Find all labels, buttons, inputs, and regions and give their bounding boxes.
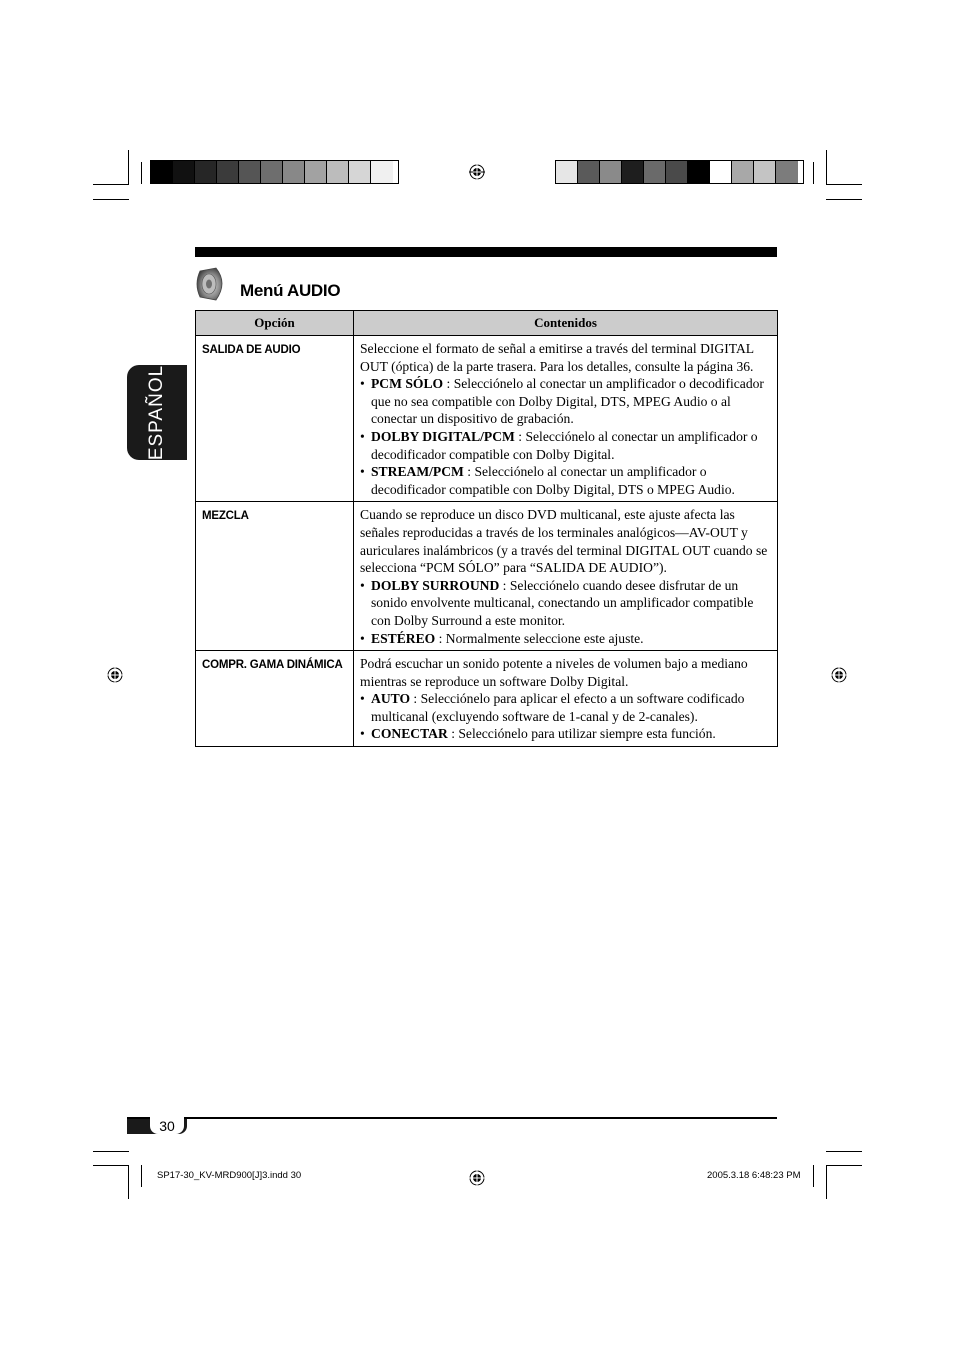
option-name: COMPR. GAMA DINÁMICA [196, 651, 354, 747]
setting-list [360, 577, 771, 647]
table-header-row [196, 311, 778, 336]
option-description: Cuando se reproduce un disco DVD multicanal, este ajuste afecta las señales reproducidas a través de los terminales analógicos—AV-OUT y auriculares inalámbricos (y a través del terminal DIGITAL OUT cuando se selecciona “PCM SÓLO” para “SALIDA DE AUDIO”). [360, 507, 768, 576]
color-swatch [195, 161, 217, 183]
option-contents [354, 502, 778, 651]
setting-term: ESTÉREO [371, 630, 436, 646]
color-swatch [688, 161, 710, 183]
crop-mark [141, 162, 142, 184]
option-description: Podrá escuchar un sonido potente a niveles de volumen bajo a mediano mientras se reproduce un software Dolby Digital. [360, 656, 748, 689]
registration-mark-icon [469, 164, 485, 180]
color-swatch [666, 161, 688, 183]
color-swatch [371, 161, 393, 183]
crop-mark [128, 150, 129, 184]
crop-mark [128, 1165, 129, 1199]
registration-mark-icon [831, 667, 847, 683]
page-title: Menú AUDIO [240, 281, 341, 300]
language-side-tab-label: ESPAÑOL [146, 364, 167, 461]
heading-rule [195, 247, 777, 257]
setting-description: : Selecciónelo al conectar un amplificador o decodificador que no sea compatible con Dolby Digital, DTS, MPEG Audio o al conectar un dispositivo de grabación. [371, 376, 764, 427]
color-swatch [305, 161, 327, 183]
registration-mark-icon [107, 667, 123, 683]
speaker-icon [194, 265, 230, 303]
crop-mark [93, 199, 129, 200]
footer-rule [127, 1117, 777, 1119]
color-calibration-bar-right [555, 160, 804, 184]
footer-timestamp: 2005.3.18 6:48:23 PM [707, 1170, 801, 1181]
setting-description: : Selecciónelo cuando desee disfrutar de un sonido envolvente multicanal, conectando un amplificador compatible con Dolby Surround a este monitor. [371, 577, 754, 628]
crop-mark [813, 1165, 814, 1187]
setting-description: : Selecciónelo al conectar un amplificador o decodificador compatible con Dolby Digital, DTS o MPEG Audio. [371, 464, 735, 497]
crop-mark [93, 1165, 129, 1166]
color-swatch [578, 161, 600, 183]
page-number: 30 [150, 1117, 184, 1134]
list-item [360, 630, 771, 648]
table-row [196, 336, 778, 502]
setting-term: DOLBY DIGITAL/PCM [371, 428, 515, 444]
language-side-tab [127, 365, 187, 460]
audio-menu-table [195, 310, 778, 747]
color-swatch [600, 161, 622, 183]
color-swatch [556, 161, 578, 183]
list-item [360, 375, 771, 428]
list-item [360, 428, 771, 463]
crop-mark [826, 150, 827, 184]
list-item [360, 690, 771, 725]
color-swatch [283, 161, 305, 183]
setting-list [360, 690, 771, 743]
list-item [360, 463, 771, 498]
color-calibration-bar-left [150, 160, 399, 184]
color-swatch [173, 161, 195, 183]
crop-mark [826, 199, 862, 200]
color-swatch [644, 161, 666, 183]
setting-list [360, 375, 771, 498]
color-swatch [261, 161, 283, 183]
color-swatch [732, 161, 754, 183]
option-contents [354, 651, 778, 747]
table-row [196, 651, 778, 747]
color-swatch [776, 161, 798, 183]
color-swatch [754, 161, 776, 183]
list-item [360, 725, 771, 743]
color-swatch [349, 161, 371, 183]
setting-term: AUTO [371, 691, 411, 707]
setting-description: : Selecciónelo para utilizar siempre esta función. [447, 726, 716, 742]
crop-mark [141, 1165, 142, 1187]
crop-mark [813, 162, 814, 184]
setting-term: PCM SÓLO [371, 376, 444, 392]
setting-description: : Selecciónelo para aplicar el efecto a un software codificado multicanal (excluyendo software de 1-canal y de 2-canales). [371, 691, 745, 724]
option-name: SALIDA DE AUDIO [196, 336, 354, 502]
column-header-option: Opción [196, 311, 354, 336]
footer-file-name: SP17-30_KV-MRD900[J]3.indd 30 [157, 1170, 302, 1181]
crop-mark [826, 1151, 862, 1152]
color-swatch [151, 161, 173, 183]
setting-description: : Selecciónelo al conectar un amplificador o decodificador compatible con Dolby Digital. [371, 428, 758, 462]
column-header-contents: Contenidos [354, 311, 778, 336]
setting-term: CONECTAR [371, 726, 448, 742]
setting-description: : Normalmente seleccione este ajuste. [435, 630, 644, 646]
crop-mark [93, 184, 129, 185]
crop-mark [826, 1165, 862, 1166]
registration-mark-icon [469, 1170, 485, 1186]
color-swatch [217, 161, 239, 183]
option-name: MEZCLA [196, 502, 354, 651]
list-item [360, 577, 771, 630]
setting-term: STREAM/PCM [371, 464, 464, 480]
color-swatch [622, 161, 644, 183]
color-swatch [327, 161, 349, 183]
crop-mark [826, 1165, 827, 1199]
option-contents [354, 336, 778, 502]
crop-mark [93, 1151, 129, 1152]
crop-mark [826, 184, 862, 185]
setting-term: DOLBY SURROUND [371, 577, 500, 593]
table-row [196, 502, 778, 651]
color-swatch [239, 161, 261, 183]
color-swatch [710, 161, 732, 183]
option-description: Seleccione el formato de señal a emitirse a través del terminal DIGITAL OUT (óptica) de la parte trasera. Para los detalles, consulte la página 36. [360, 341, 754, 374]
